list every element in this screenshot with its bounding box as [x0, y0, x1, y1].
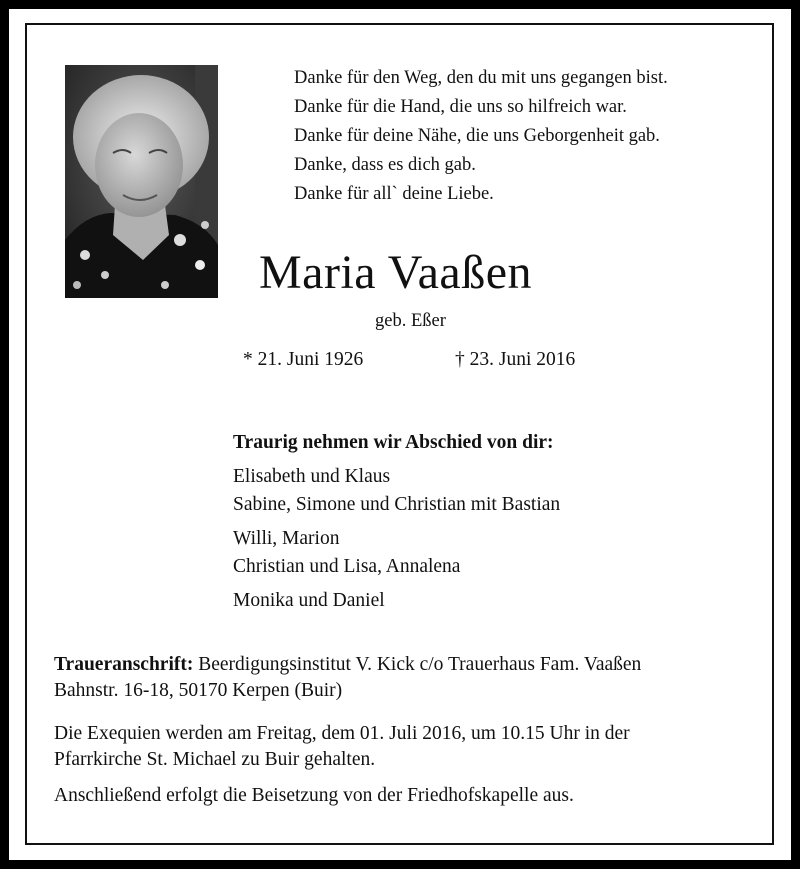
address-line: Beerdigungsinstitut V. Kick c/o Trauerhaus Fam. Vaaßen: [198, 654, 642, 675]
portrait-photo: [65, 65, 218, 298]
mourners-heading: Traurig nehmen wir Abschied von dir:: [233, 432, 554, 453]
mourners-section: [233, 429, 560, 615]
mourner-line: Willi, Marion: [233, 528, 340, 549]
address-line: Bahnstr. 16-18, 50170 Kerpen (Buir): [54, 680, 343, 701]
death-date: † 23. Juni 2016: [455, 349, 576, 370]
mourner-group: [233, 587, 560, 615]
mourner-line: Christian und Lisa, Annalena: [233, 556, 461, 577]
poem: [294, 64, 668, 209]
service-line: Pfarrkirche St. Michael zu Buir gehalten.: [54, 749, 376, 770]
mourner-line: Monika und Daniel: [233, 590, 385, 611]
mourner-group: [233, 463, 560, 519]
poem-line: Danke, dass es dich gab.: [294, 155, 476, 175]
service-line: Die Exequien werden am Freitag, dem 01. Juli 2016, um 10.15 Uhr in der: [54, 723, 630, 744]
maiden-name: geb. Eßer: [375, 311, 446, 331]
poem-line: Danke für den Weg, den du mit uns gegangen bist.: [294, 68, 668, 88]
mourning-address: [54, 652, 641, 704]
address-label: Traueranschrift:: [54, 654, 194, 675]
mourner-group: [233, 525, 560, 581]
service-info: [54, 721, 630, 773]
deceased-name: Maria Vaaßen: [259, 246, 532, 299]
mourner-line: Sabine, Simone und Christian mit Bastian: [233, 494, 561, 515]
mourner-line: Elisabeth und Klaus: [233, 466, 391, 487]
birth-date: * 21. Juni 1926: [243, 349, 364, 370]
poem-line: Danke für die Hand, die uns so hilfreich war.: [294, 97, 627, 117]
burial-info: Anschließend erfolgt die Beisetzung von der Friedhofskapelle aus.: [54, 785, 574, 806]
poem-line: Danke für all` deine Liebe.: [294, 184, 494, 204]
poem-line: Danke für deine Nähe, die uns Geborgenheit gab.: [294, 126, 660, 146]
obituary-notice: [9, 9, 791, 860]
